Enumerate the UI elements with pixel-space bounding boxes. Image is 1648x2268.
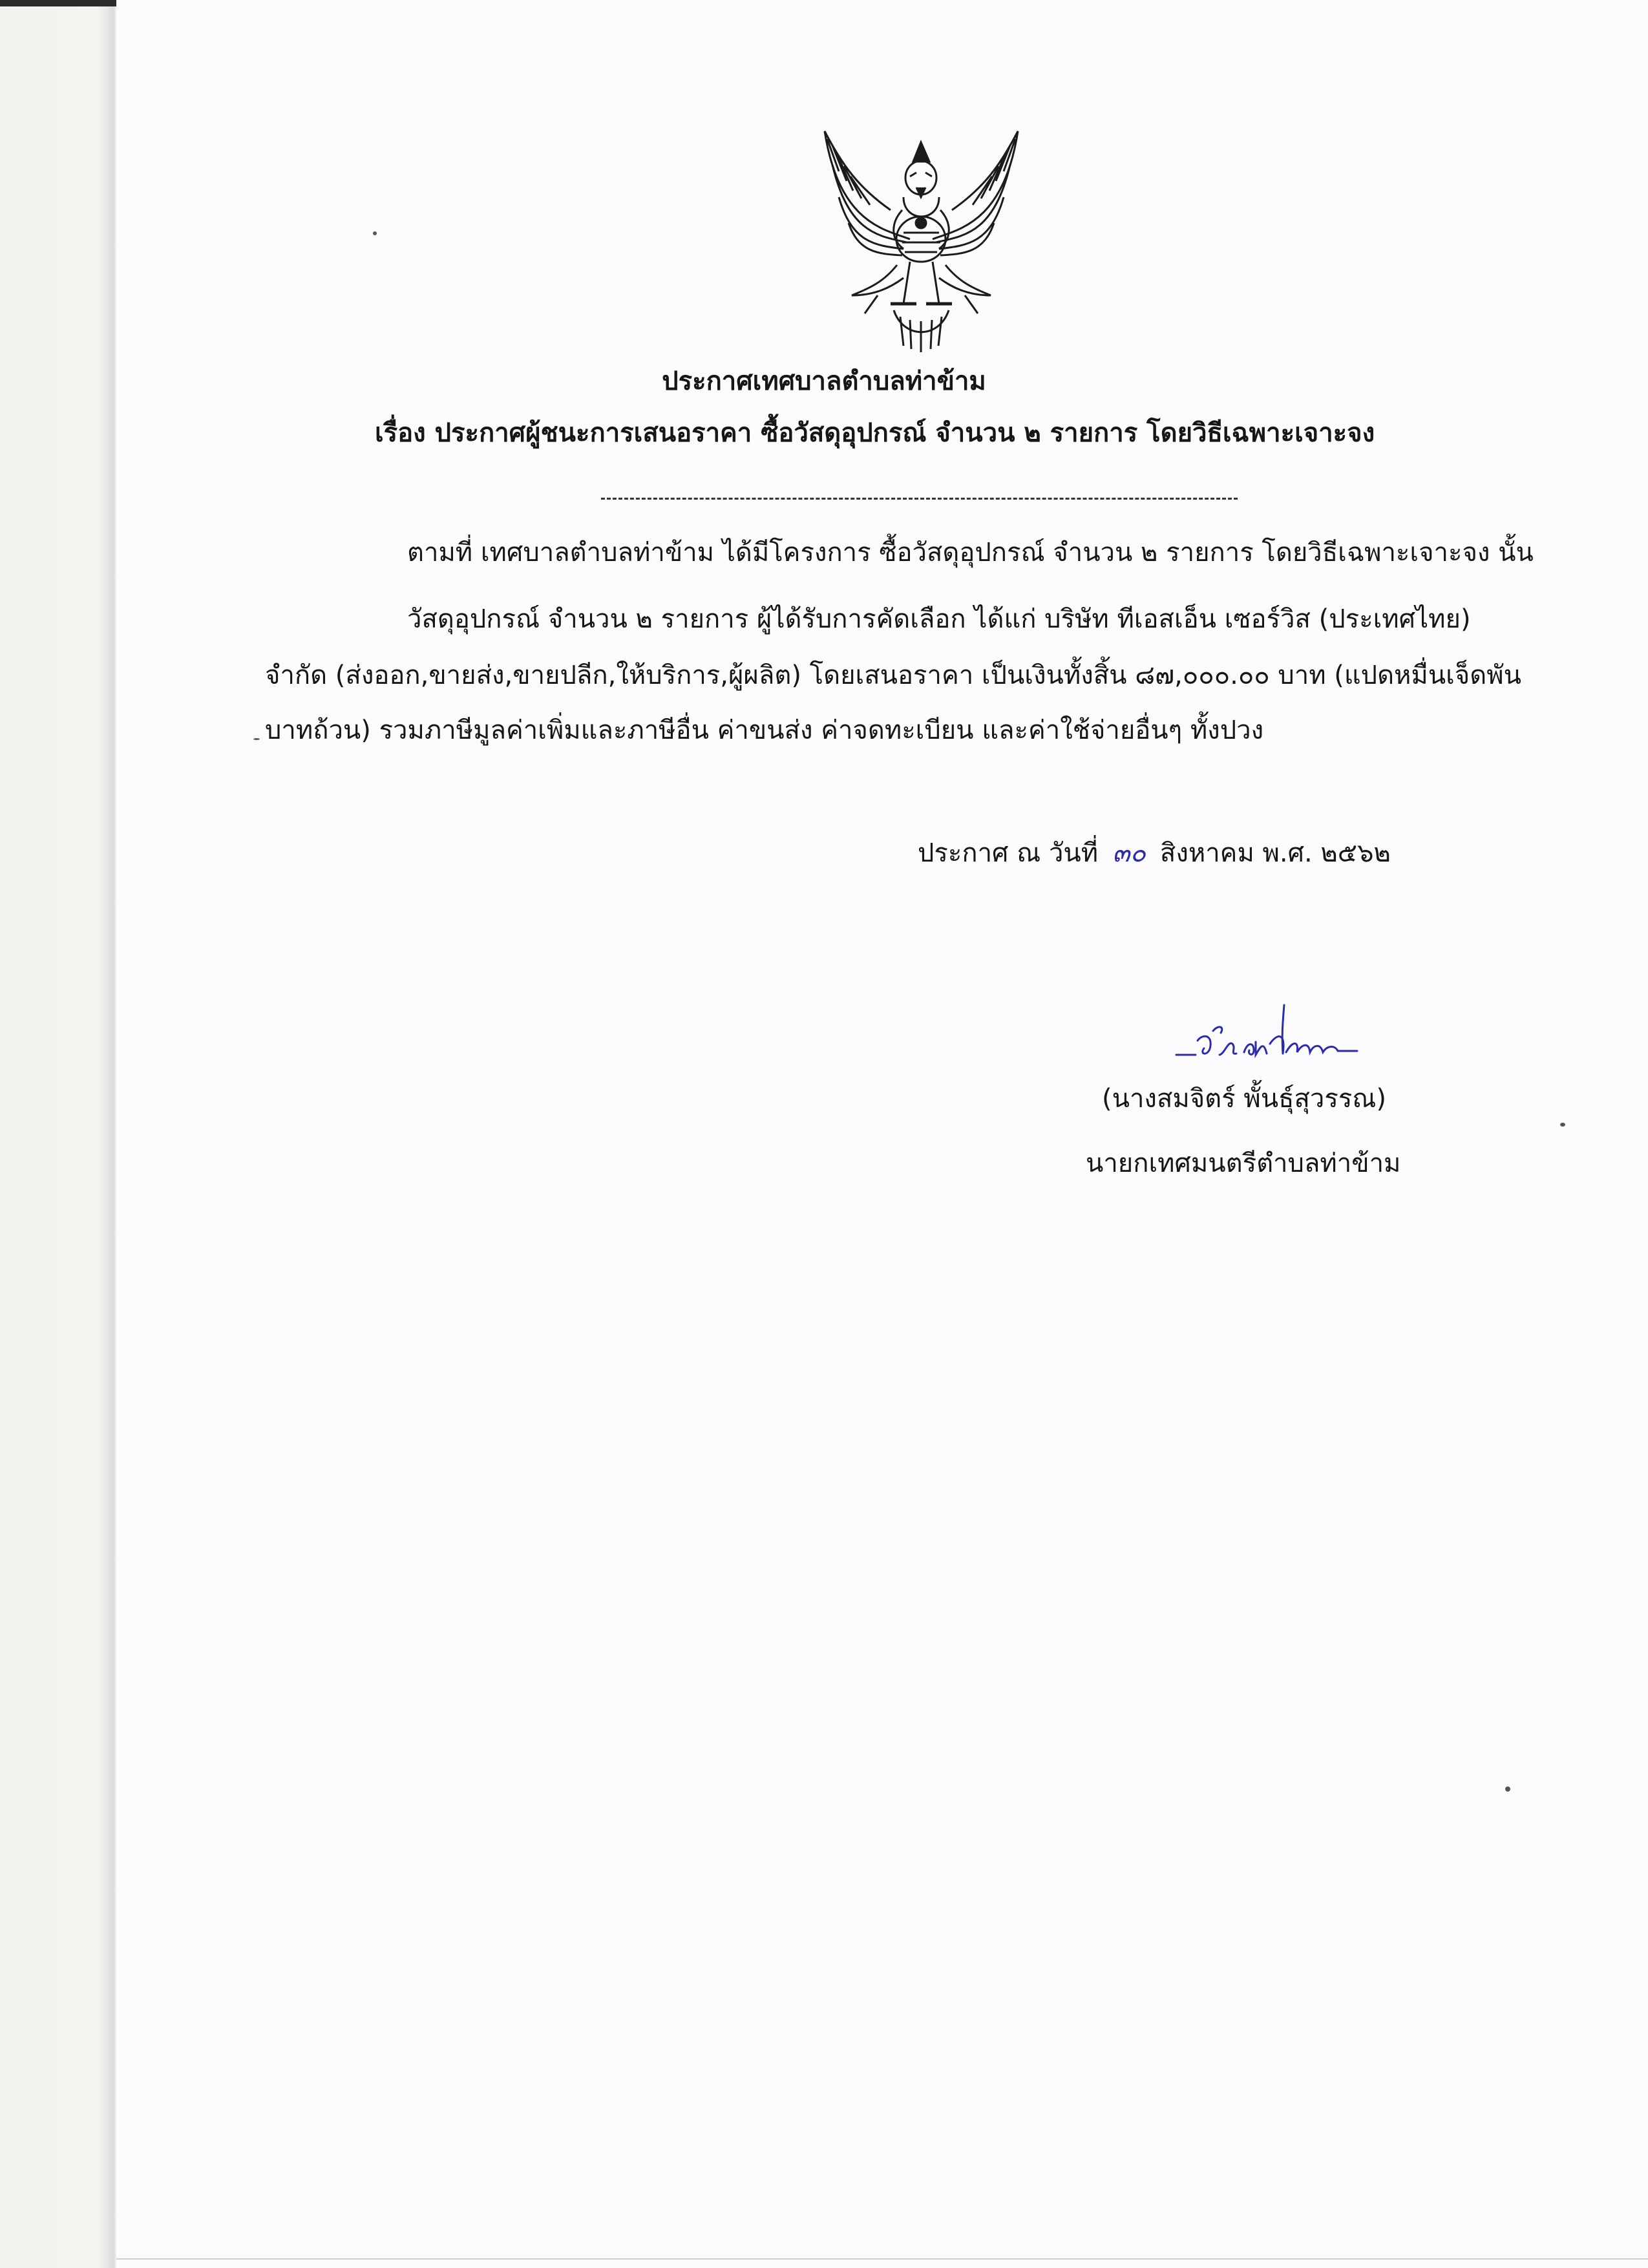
garuda-emblem-icon [813,126,1030,354]
date-month-year: สิงหาคม พ.ศ. ๒๕๖๒ [1159,838,1391,868]
scan-speck [373,231,377,235]
announcement-heading: ประกาศเทศบาลตำบลท่าข้าม [662,366,986,396]
signer-name: (นางสมจิตร์ พั้นธุ์สุวรรณ) [1102,1084,1387,1114]
scan-top-left-shadow [0,0,116,6]
scan-left-margin [0,0,116,2268]
date-day: ๓๐ [1112,838,1146,868]
announcement-subject: เรื่อง ประกาศผู้ชนะการเสนอราคา ซื้อวัสดุอุปกรณ์ จำนวน ๒ รายการ โดยวิธีเฉพาะเจาะจง [375,418,1375,448]
separator-rule [601,498,1238,500]
scan-speck [253,738,260,740]
scan-speck [1560,1123,1565,1127]
signer-position: นายกเทศมนตรีตำบลท่าข้าม [1086,1149,1401,1178]
page-bottom-edge [116,2258,1648,2260]
body-line-4: บาทถ้วน) รวมภาษีมูลค่าเพิ่มและภาษีอื่น ค่าขนส่ง ค่าจดทะเบียน และค่าใช้จ่ายอื่นๆ ทั้งปวง [265,715,1264,745]
scan-speck [1505,1786,1510,1792]
handwritten-signature-icon [1173,995,1360,1070]
announcement-date [918,834,1391,873]
date-prefix: ประกาศ ณ วันที่ [918,838,1099,868]
body-line-2: วัสดุอุปกรณ์ จำนวน ๒ รายการ ผู้ได้รับการคัดเลือก ได้แก่ บริษัท ทีเอสเอ็น เซอร์วิส (ประเทศไทย) [407,604,1471,634]
body-line-1: ตามที่ เทศบาลตำบลท่าข้าม ได้มีโครงการ ซื้อวัสดุอุปกรณ์ จำนวน ๒ รายการ โดยวิธีเฉพาะเจาะจง นั้น [407,538,1534,567]
body-line-3: จำกัด (ส่งออก,ขายส่ง,ขายปลีก,ให้บริการ,ผู้ผลิต) โดยเสนอราคา เป็นเงินทั้งสิ้น ๘๗,๐๐๐.๐๐ บาท (แปดหมื่นเจ็ดพัน [265,661,1521,690]
